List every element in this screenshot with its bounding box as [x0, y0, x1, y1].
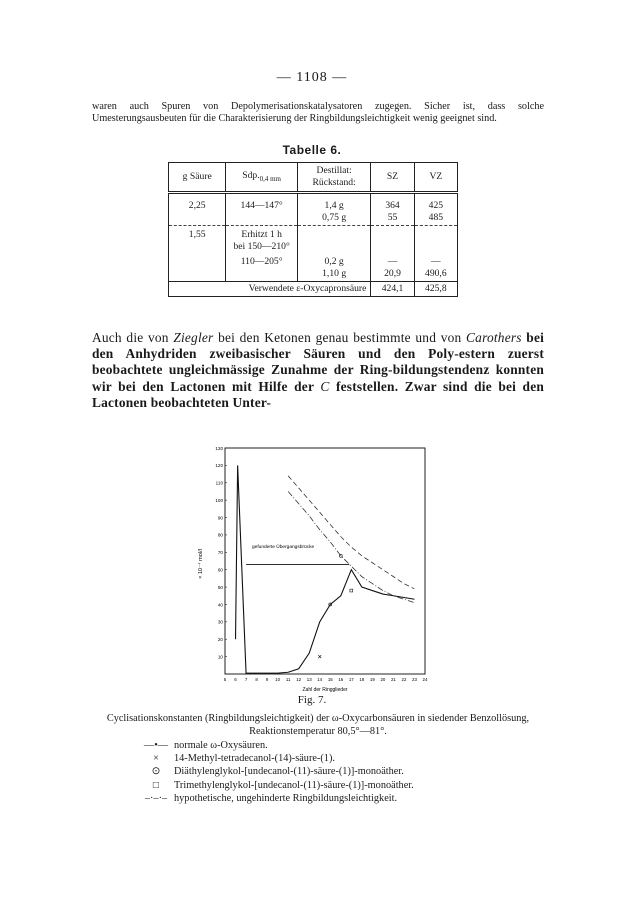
header-distillate: Destillat: Rückstand:	[297, 163, 371, 193]
x-tick-label: 23	[412, 677, 417, 682]
page-number: — 1108 —	[276, 70, 348, 85]
legend-item: —•— normale ω-Oxysäuren.	[138, 739, 414, 752]
main-paragraph: Auch die von Ziegler bei den Ketonen genau bestimmte und von Carothers bei den Anhydriden zweibasischer Säuren und den Poly-estern zuerst beobachtete ungleichmässige Zunahme der Ring-bildungstendenz konnten wir bei den Lactonen mit Hilfe der C feststellen. Zwar sind die bei den Lactonen beobachteten Unter-	[92, 330, 545, 410]
y-tick-label: 100	[215, 497, 223, 503]
point-cross	[318, 655, 321, 658]
x-tick-label: 17	[348, 677, 354, 682]
series-normal-line	[236, 465, 415, 673]
legend-symbol: ×	[153, 753, 159, 765]
x-tick-label: 8	[255, 677, 258, 682]
data-table	[168, 162, 458, 297]
x-tick-label: 6	[234, 677, 237, 682]
x-tick-label: 14	[317, 677, 323, 682]
x-tick-label: 19	[369, 677, 375, 682]
legend-symbol: □	[152, 779, 160, 791]
table-header-row	[169, 163, 458, 193]
legend-item: –·–·– hypothetische, ungehinderte Ringbildungsleichtigkeit.	[138, 792, 414, 805]
y-tick-label: 90	[217, 515, 223, 521]
x-tick-label: 7	[244, 677, 248, 682]
x-tick-label: 21	[390, 677, 396, 682]
legend-item: ⊙ Diäthylenglykol-[undecanol-(11)-säure-(1)]-monoäther.	[138, 765, 414, 778]
x-tick-label: 9	[265, 677, 269, 682]
x-tick-label: 5	[223, 677, 227, 682]
x-tick-label: 18	[359, 677, 365, 682]
y-tick-label: 20	[217, 637, 223, 643]
plot-frame	[225, 448, 425, 674]
cyclisation-chart	[196, 440, 432, 694]
x-tick-label: 24	[422, 677, 428, 682]
annotation-label: gefunderte Übergangsbrücke	[252, 545, 315, 550]
legend-symbol: –·–·–	[144, 792, 168, 804]
table-title: Tabelle 6.	[282, 143, 342, 157]
x-tick-label: 11	[285, 677, 291, 682]
x-axis-label: Zahl der Ringglieder	[302, 687, 348, 693]
x-tick-label: 13	[306, 677, 312, 682]
y-tick-label: 80	[217, 532, 223, 538]
series-dashed-line	[288, 476, 414, 589]
figure-label: Fig. 7.	[297, 694, 327, 706]
table-footer-row: Verwendete ε-Oxycapronsäure 424,1 425,8	[169, 282, 458, 297]
y-tick-label: 30	[217, 619, 223, 625]
plot-series	[236, 465, 415, 673]
y-tick-label: 60	[217, 567, 223, 573]
intro-paragraph: waren auch Spuren von Depolymerisationskatalysatoren zugegen. Sicher ist, dass solche Umesterungsausbeuten für die Charakterisierung der Ringbildungsleichtigkeit wenig geeignet sind.	[92, 101, 544, 125]
y-tick-label: 50	[217, 584, 223, 590]
legend-item: □ Trimethylenglykol-[undecanol-(11)-säure-(1)]-monoäther.	[138, 779, 414, 792]
x-tick-label: 15	[327, 677, 333, 682]
x-tick-label: 16	[338, 677, 344, 682]
y-tick-label: 130	[215, 445, 223, 451]
header-acid: g Säure	[169, 163, 226, 193]
x-tick-label: 12	[296, 677, 302, 682]
y-axis-label: × 10⁻⁴ mol/l	[198, 549, 204, 579]
x-tick-label: 22	[401, 677, 407, 682]
x-tick-label: 10	[275, 677, 281, 682]
figure-legend	[138, 739, 414, 805]
y-tick-label: 110	[215, 480, 223, 486]
header-sz: SZ	[371, 163, 414, 193]
y-tick-label: 40	[217, 602, 223, 608]
y-tick-label: 10	[217, 654, 223, 660]
legend-item: × 14-Methyl-tetradecanol-(14)-säure-(1).	[138, 752, 414, 765]
table-row: 1,55 Erhitzt 1 h bei 150—210° 110—205° 0,2 g 1,10 g — 20,9 — 490,6	[169, 226, 458, 282]
table-row: 2,25 144—147° 1,4 g 0,75 g 364 55 425 485	[169, 193, 458, 226]
y-tick-label: 70	[217, 550, 223, 556]
y-tick-label: 120	[215, 463, 223, 469]
x-axis	[224, 677, 428, 682]
legend-symbol: —•—	[143, 740, 169, 751]
legend-symbol: ⊙	[151, 766, 161, 778]
figure-caption: Cyclisationskonstanten (Ringbildungsleichtigkeit) der ω-Oxycarbonsäuren in siedender Benzollösung, Reaktionstemperatur 80,5°—81°.	[106, 713, 530, 737]
header-bp: $Sdp._{0,4 mm}$	[226, 163, 297, 193]
x-tick-label: 20	[380, 677, 386, 682]
header-vz: VZ	[414, 163, 457, 193]
point-square	[350, 589, 353, 592]
